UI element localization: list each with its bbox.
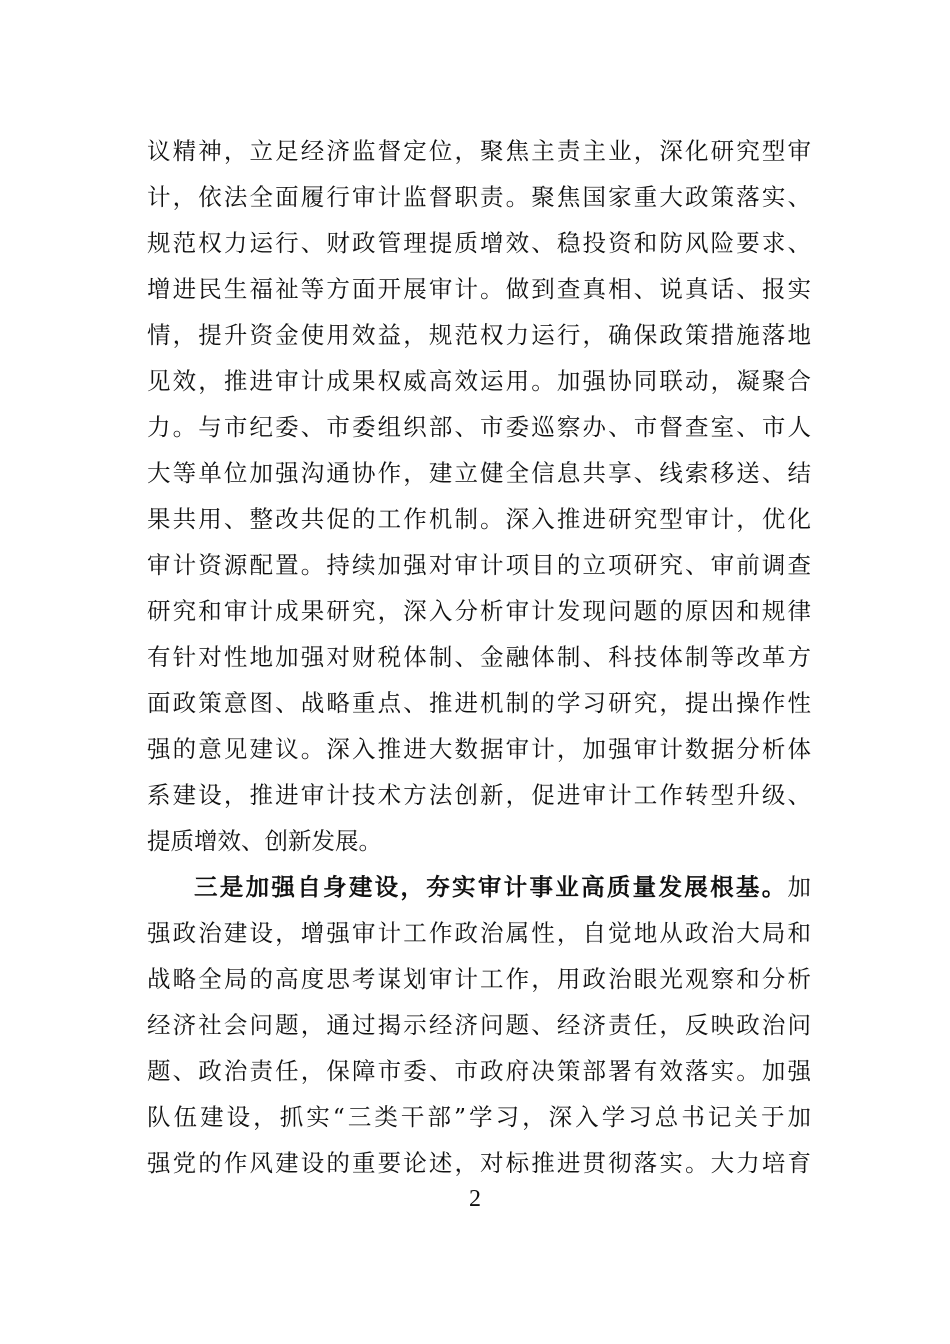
section-heading: 三是加强自身建设，夯实审计事业高质量发展根基。 — [194, 873, 788, 901]
paragraph-line: 题、政治责任，保障市委、市政府决策部署有效落实。加强 — [147, 1057, 811, 1085]
paragraph-line: 计，依法全面履行审计监督职责。聚焦国家重大政策落实、 — [147, 183, 811, 211]
paragraph-line: 经济社会问题，通过揭示经济问题、经济责任，反映政治问 — [147, 1011, 811, 1039]
paragraph-line: 强的意见建议。深入推进大数据审计，加强审计数据分析体 — [147, 735, 811, 763]
paragraph-line: 规范权力运行、财政管理提质增效、稳投资和防风险要求、 — [147, 229, 811, 257]
paragraph-line: 力。与市纪委、市委组织部、市委巡察办、市督查室、市人 — [147, 413, 811, 441]
heading-continuation: 加 — [787, 873, 811, 901]
paragraph-line: 战略全局的高度思考谋划审计工作，用政治眼光观察和分析 — [147, 965, 811, 993]
paragraph-line: 强政治建设，增强审计工作政治属性，自觉地从政治大局和 — [147, 919, 811, 947]
paragraph-first-line — [194, 864, 811, 910]
paragraph-line: 研究和审计成果研究，深入分析审计发现问题的原因和规律 — [147, 597, 811, 625]
paragraph-line: 强党的作风建设的重要论述，对标推进贯彻落实。大力培育 — [147, 1149, 811, 1177]
paragraph-line: 果共用、整改共促的工作机制。深入推进研究型审计，优化 — [147, 505, 811, 533]
paragraph-line: 大等单位加强沟通协作，建立健全信息共享、线索移送、结 — [147, 459, 811, 487]
paragraph-line: 情，提升资金使用效益，规范权力运行，确保政策措施落地 — [147, 321, 811, 349]
paragraph-line: 见效，推进审计成果权威高效运用。加强协同联动，凝聚合 — [147, 367, 811, 395]
paragraph-line: 提质增效、创新发展。 — [147, 827, 382, 855]
paragraph-line: 队伍建设，抓实“三类干部”学习，深入学习总书记关于加 — [147, 1103, 811, 1131]
paragraph-line: 面政策意图、战略重点、推进机制的学习研究，提出操作性 — [147, 689, 811, 717]
paragraph-line: 审计资源配置。持续加强对审计项目的立项研究、审前调查 — [147, 551, 811, 579]
paragraph-line: 议精神，立足经济监督定位，聚焦主责主业，深化研究型审 — [147, 137, 811, 165]
paragraph-line: 增进民生福祉等方面开展审计。做到查真相、说真话、报实 — [147, 275, 811, 303]
paragraph-line: 有针对性地加强对财税体制、金融体制、科技体制等改革方 — [147, 643, 811, 671]
paragraph-line: 系建设，推进审计技术方法创新，促进审计工作转型升级、 — [147, 781, 811, 809]
page-number: 2 — [469, 1186, 481, 1212]
